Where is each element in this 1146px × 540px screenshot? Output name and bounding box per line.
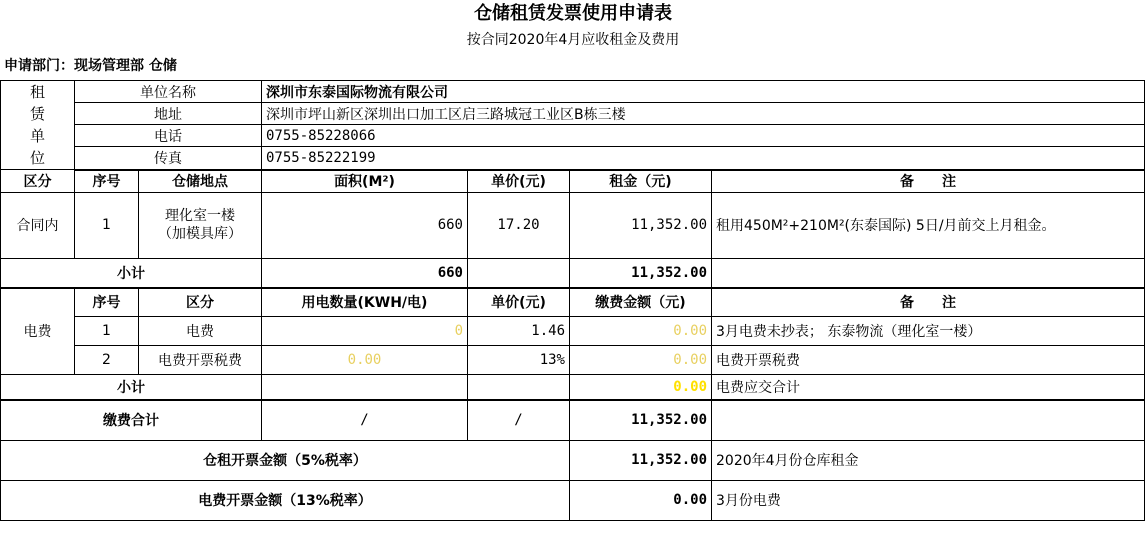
electric-qty: 0 — [262, 316, 468, 345]
rent-invoice-remark: 2020年4月份仓库租金 — [712, 440, 1145, 480]
rent-invoice-amount: 11,352.00 — [570, 440, 712, 480]
lessee-group-char: 单 — [29, 127, 45, 145]
rent-location-line: （加模具库） — [158, 226, 242, 242]
column-header: 单价(元) — [468, 288, 570, 316]
electric-category: 电费 — [1, 288, 75, 374]
lessee-label: 单位名称 — [75, 81, 262, 103]
rent-area: 660 — [262, 192, 468, 258]
page-subtitle: 按合同2020年4月应收租金及费用 — [466, 32, 680, 48]
electric-subtotal-amount: 0.00 — [570, 374, 712, 400]
column-header: 序号 — [75, 170, 139, 193]
electric-price: 1.46 — [468, 316, 570, 345]
rent-subtotal-remark — [712, 258, 1145, 288]
rent-subtotal-label: 小计 — [1, 258, 262, 288]
column-header: 序号 — [75, 288, 139, 316]
lessee-value: 0755-85222199 — [262, 147, 1145, 170]
lessee-label: 地址 — [75, 103, 262, 125]
lessee-row-name — [1, 81, 1145, 103]
rent-header-row — [1, 170, 1145, 193]
empty-cell — [468, 258, 570, 288]
electric-no: 1 — [75, 316, 139, 345]
grand-total-remark — [712, 400, 1145, 440]
electric-invoice-row — [1, 480, 1145, 520]
rent-invoice-row — [1, 440, 1145, 480]
lessee-group-char: 租 — [29, 83, 45, 101]
rent-invoice-label: 仓租开票金额（5%税率） — [1, 440, 570, 480]
lessee-value: 深圳市东泰国际物流有限公司 — [262, 81, 1145, 103]
electric-header-row — [1, 288, 1145, 316]
rent-no: 1 — [75, 192, 139, 258]
empty-cell — [468, 374, 570, 400]
applicant-department: 申请部门：现场管理部 仓储 — [4, 58, 177, 74]
rent-location — [139, 192, 262, 258]
column-header: 区分 — [1, 170, 75, 193]
electric-remark: 3月电费未抄表； 东泰物流（理化室一楼） — [712, 316, 1145, 345]
rent-location-line: 理化室一楼 — [165, 208, 235, 224]
column-header: 备 注 — [712, 288, 1145, 316]
column-header: 备 注 — [712, 170, 1145, 193]
rent-subtotal-area: 660 — [262, 258, 468, 288]
lessee-label: 电话 — [75, 125, 262, 147]
electric-price: 13% — [468, 345, 570, 374]
page-title: 仓储租赁发票使用申请表 — [474, 3, 672, 24]
electric-no: 2 — [75, 345, 139, 374]
electric-type: 电费 — [139, 316, 262, 345]
electric-invoice-label: 电费开票金额（13%税率） — [1, 480, 570, 520]
grand-total-col1: / — [262, 400, 468, 440]
invoice-table — [0, 80, 1145, 521]
column-header: 仓储地点 — [139, 170, 262, 193]
rent-row — [1, 192, 1145, 258]
electric-row — [1, 345, 1145, 374]
lessee-group-char: 位 — [29, 149, 45, 167]
grand-total-amount: 11,352.00 — [570, 400, 712, 440]
electric-subtotal-remark: 电费应交合计 — [712, 374, 1145, 400]
rent-remark: 租用450M²+210M²(东泰国际) 5日/月前交上月租金。 — [712, 192, 1145, 258]
lessee-label: 传真 — [75, 147, 262, 170]
lessee-value: 0755-85228066 — [262, 125, 1145, 147]
electric-invoice-remark: 3月份电费 — [712, 480, 1145, 520]
column-header: 区分 — [139, 288, 262, 316]
grand-total-label: 缴费合计 — [1, 400, 262, 440]
lessee-row-phone — [1, 125, 1145, 147]
electric-amount: 0.00 — [570, 316, 712, 345]
electric-row — [1, 316, 1145, 345]
rent-amount: 11,352.00 — [570, 192, 712, 258]
grand-total-col2: / — [468, 400, 570, 440]
column-header: 用电数量(KWH/电) — [262, 288, 468, 316]
electric-invoice-amount: 0.00 — [570, 480, 712, 520]
column-header: 租金（元) — [570, 170, 712, 193]
electric-remark: 电费开票税费 — [712, 345, 1145, 374]
lessee-group-label — [1, 81, 75, 170]
column-header: 单价(元) — [468, 170, 570, 193]
rent-subtotal-row — [1, 258, 1145, 288]
electric-type: 电费开票税费 — [139, 345, 262, 374]
rent-category: 合同内 — [1, 192, 75, 258]
lessee-row-fax — [1, 147, 1145, 170]
lessee-group-char: 赁 — [29, 105, 45, 123]
electric-amount: 0.00 — [570, 345, 712, 374]
electric-qty: 0.00 — [262, 345, 468, 374]
lessee-value: 深圳市坪山新区深圳出口加工区启三路城冠工业区B栋三楼 — [262, 103, 1145, 125]
rent-price: 17.20 — [468, 192, 570, 258]
grand-total-row — [1, 400, 1145, 440]
rent-subtotal-amount: 11,352.00 — [570, 258, 712, 288]
column-header: 缴费金额（元) — [570, 288, 712, 316]
column-header: 面积(M²) — [262, 170, 468, 193]
empty-cell — [262, 374, 468, 400]
electric-subtotal-row — [1, 374, 1145, 400]
lessee-row-address — [1, 103, 1145, 125]
electric-subtotal-label: 小计 — [1, 374, 262, 400]
